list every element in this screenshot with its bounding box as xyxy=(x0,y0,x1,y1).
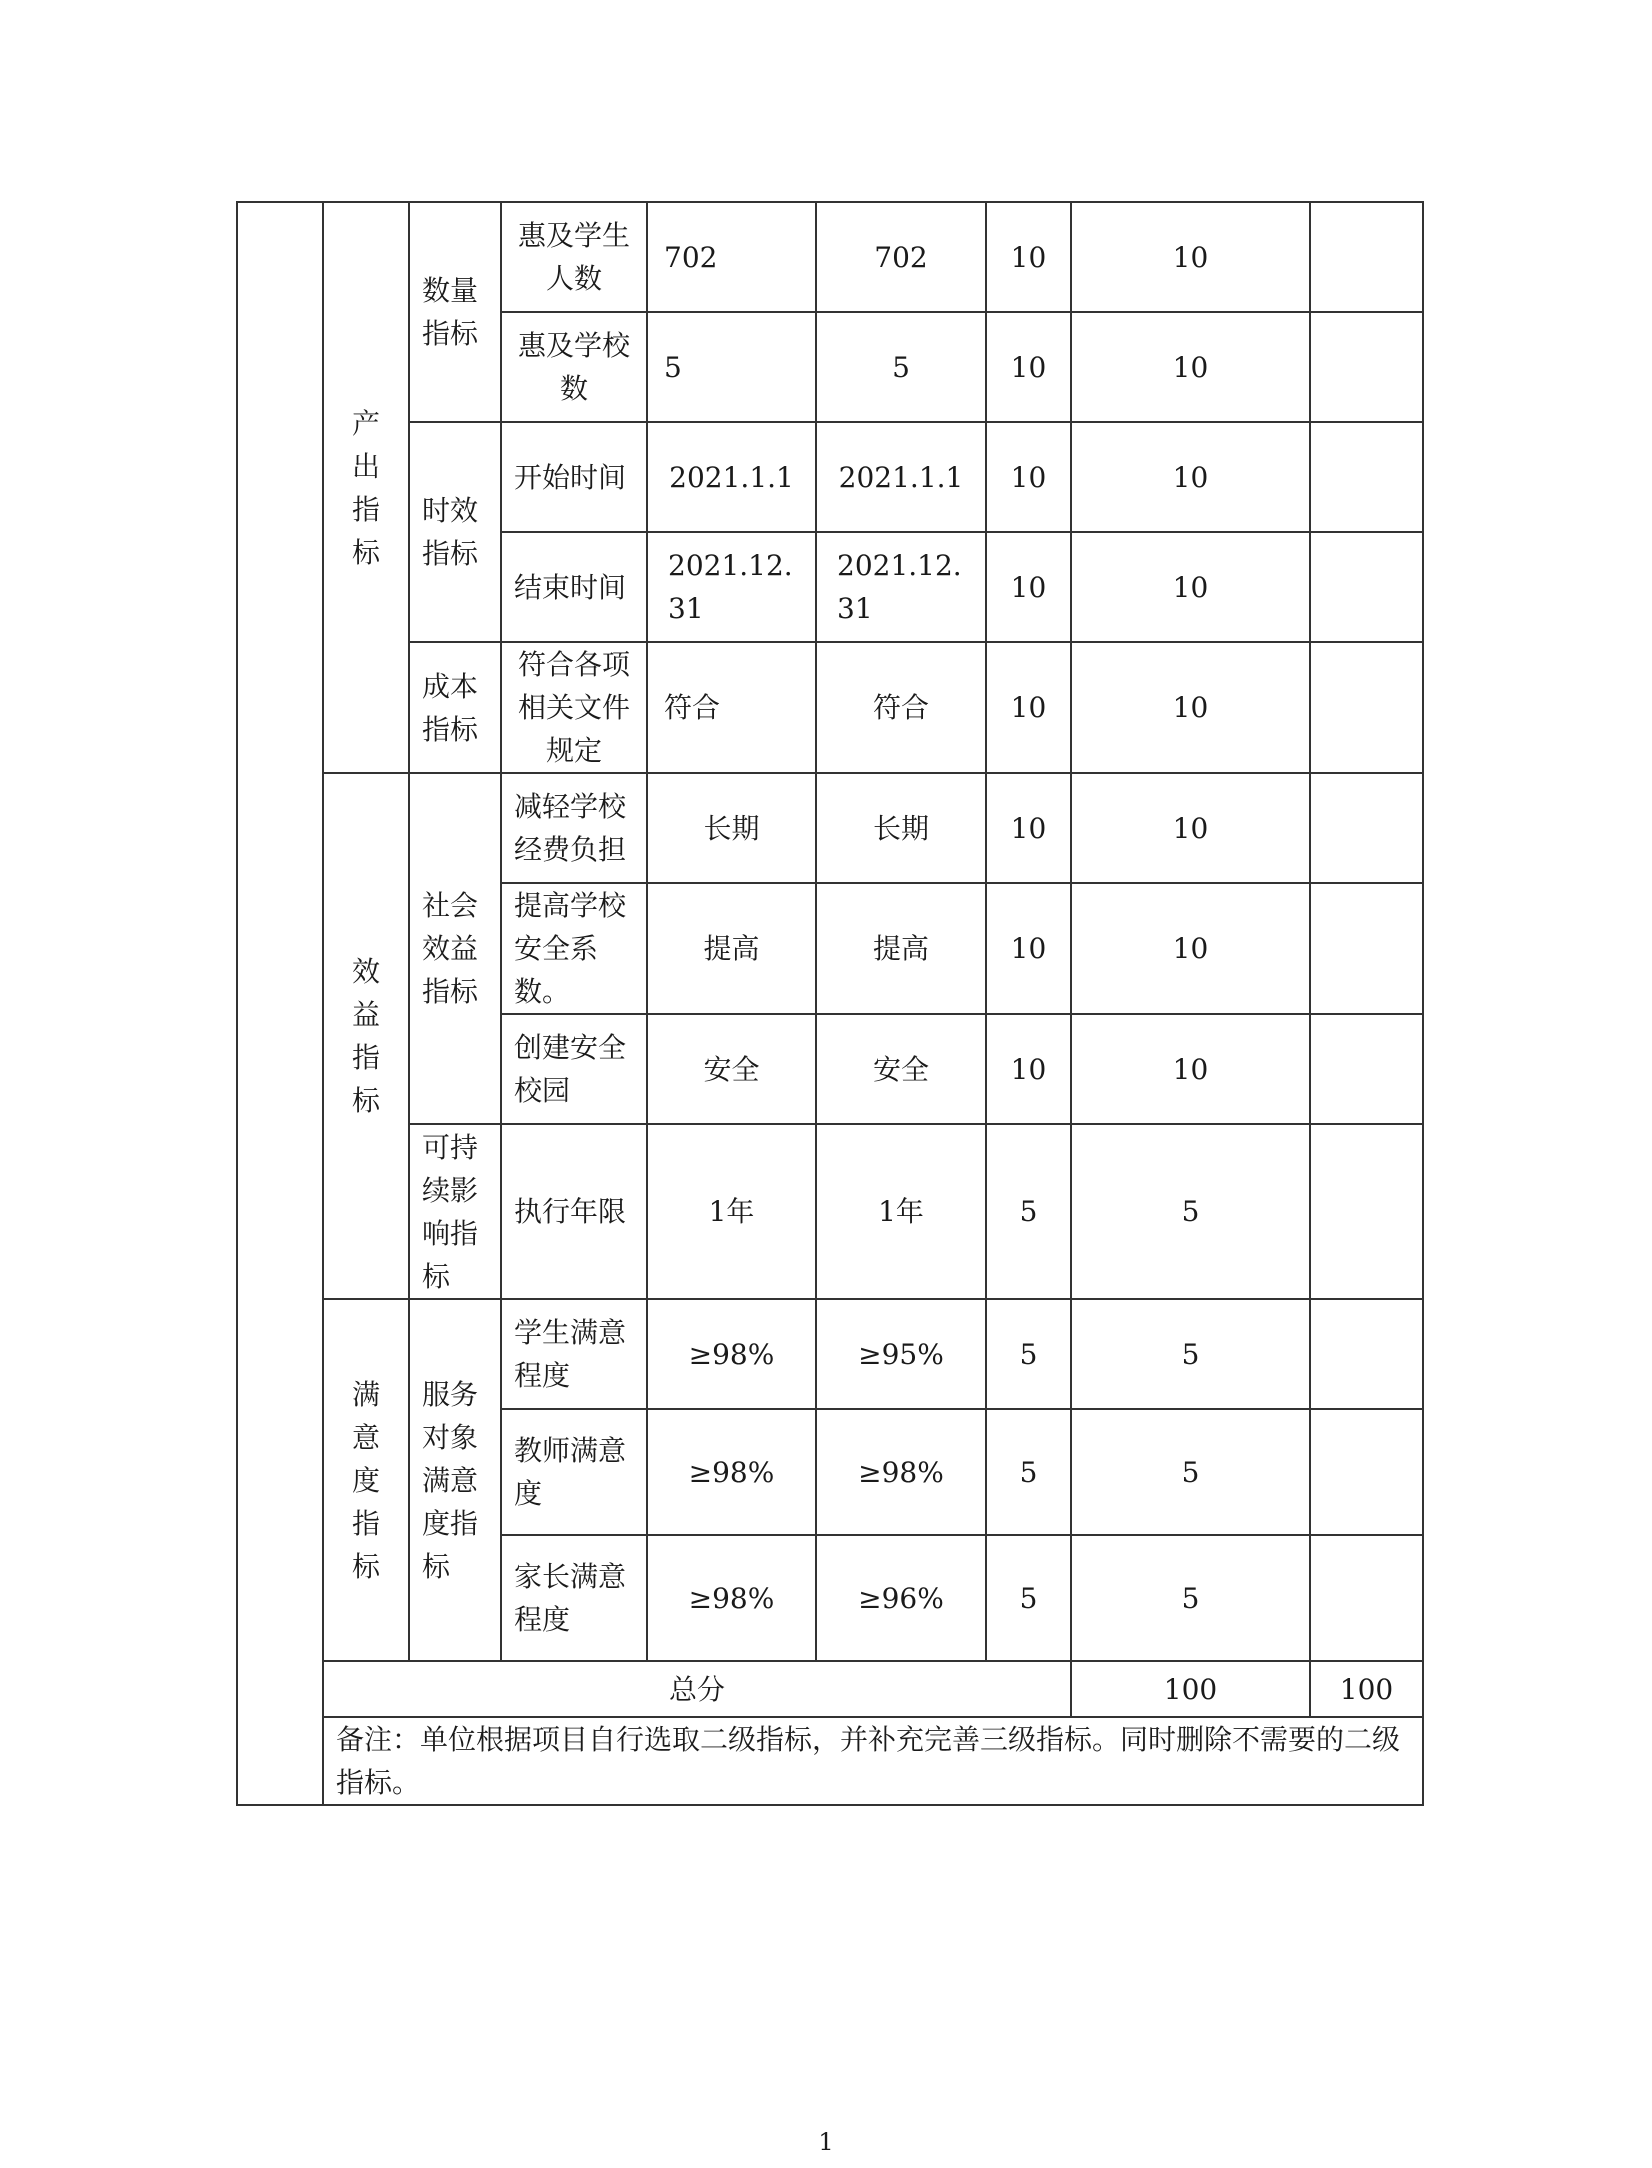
score-cell xyxy=(1071,422,1310,532)
remark-cell xyxy=(1310,532,1423,642)
actual-value-cell xyxy=(816,1409,986,1535)
weight-cell xyxy=(986,1124,1071,1299)
level2-cell-social-benefit xyxy=(409,773,501,1124)
indicator-label: 教师满意度 xyxy=(514,1434,627,1510)
indicator-cell xyxy=(501,1014,647,1124)
indicator-label: 减轻学校经费负担 xyxy=(514,790,627,866)
score-value: 10 xyxy=(1172,1052,1209,1086)
actual-value: ≥95% xyxy=(858,1337,944,1371)
actual-value: 符合 xyxy=(872,691,929,724)
indicator-label: 结束时间 xyxy=(514,570,627,604)
actual-value-cell xyxy=(816,1124,986,1299)
total-label: 总分 xyxy=(668,1672,725,1706)
actual-value-cell xyxy=(816,1299,986,1409)
target-value-cell xyxy=(647,1535,816,1661)
indicator-label: 开始时间 xyxy=(514,460,627,494)
indicator-label: 学生满意程度 xyxy=(514,1316,627,1392)
weight-cell xyxy=(986,1014,1071,1124)
score-value: 10 xyxy=(1172,240,1209,274)
indicator-cell xyxy=(501,642,647,773)
level2-cell-timeliness xyxy=(409,422,501,642)
level1-cell-satisfaction xyxy=(323,1299,409,1661)
actual-value-cell xyxy=(816,883,986,1014)
total-row xyxy=(237,1661,1423,1717)
actual-value-cell xyxy=(816,1014,986,1124)
page-number: 1 xyxy=(818,2128,834,2156)
target-value: 长期 xyxy=(703,811,760,845)
note-row xyxy=(237,1717,1423,1805)
indicator-cell xyxy=(501,1409,647,1535)
indicator-label: 符合各项相关文件规定 xyxy=(517,648,630,767)
remark-cell xyxy=(1310,773,1423,883)
indicator-cell xyxy=(501,1299,647,1409)
target-value-cell xyxy=(647,883,816,1014)
actual-value: 2021.1.1 xyxy=(838,460,964,494)
score-value: 10 xyxy=(1172,350,1209,384)
weight-value: 5 xyxy=(1019,1195,1038,1228)
level1-label: 产出指标 xyxy=(351,406,380,569)
total-weight: 100 xyxy=(1163,1672,1218,1706)
level1-label: 满意度指标 xyxy=(351,1377,380,1583)
score-cell xyxy=(1071,1535,1310,1661)
target-value-cell xyxy=(647,642,816,773)
total-score-cell xyxy=(1310,1661,1423,1717)
actual-value: ≥96% xyxy=(858,1581,944,1615)
weight-cell xyxy=(986,1409,1071,1535)
total-weight-cell xyxy=(1071,1661,1310,1717)
weight-value: 5 xyxy=(1019,1337,1038,1371)
level2-label: 数量指标 xyxy=(422,274,479,350)
indicator-cell xyxy=(501,312,647,422)
score-cell xyxy=(1071,312,1310,422)
score-cell xyxy=(1071,883,1310,1014)
target-value-cell xyxy=(647,1124,816,1299)
target-value-cell xyxy=(647,312,816,422)
actual-value-cell xyxy=(816,312,986,422)
remark-cell xyxy=(1310,642,1423,773)
performance-table xyxy=(236,201,1424,1806)
weight-cell xyxy=(986,422,1071,532)
level2-cell-cost xyxy=(409,642,501,773)
table-row xyxy=(237,1299,1423,1409)
actual-value: 安全 xyxy=(872,1052,929,1086)
target-value: ≥98% xyxy=(688,1337,775,1371)
score-value: 5 xyxy=(1181,1455,1200,1489)
actual-value: 5 xyxy=(892,350,910,384)
level1-cell-output xyxy=(323,202,409,773)
weight-value: 10 xyxy=(1010,932,1047,965)
weight-value: 10 xyxy=(1010,811,1047,845)
indicator-label: 执行年限 xyxy=(514,1195,627,1228)
actual-value: 长期 xyxy=(872,811,929,845)
weight-value: 10 xyxy=(1010,570,1047,604)
weight-value: 10 xyxy=(1010,460,1047,494)
score-cell xyxy=(1071,202,1310,312)
actual-value-cell xyxy=(816,642,986,773)
score-value: 5 xyxy=(1181,1337,1200,1371)
indicator-cell xyxy=(501,202,647,312)
weight-value: 10 xyxy=(1010,1052,1047,1086)
score-value: 10 xyxy=(1172,691,1209,724)
indicator-cell xyxy=(501,422,647,532)
target-value: 符合 xyxy=(664,691,721,724)
indicator-label: 创建安全校园 xyxy=(514,1031,627,1107)
remark-cell xyxy=(1310,1535,1423,1661)
indicator-cell xyxy=(501,773,647,883)
leftmost-blank-cell xyxy=(237,202,323,1805)
target-value: 安全 xyxy=(703,1052,760,1086)
weight-value: 10 xyxy=(1010,350,1047,384)
weight-value: 10 xyxy=(1010,691,1047,724)
level1-label: 效益指标 xyxy=(351,955,380,1117)
target-value-cell xyxy=(647,1299,816,1409)
remark-cell xyxy=(1310,422,1423,532)
table-row xyxy=(237,202,1423,312)
remark-cell xyxy=(1310,1014,1423,1124)
score-value: 10 xyxy=(1172,932,1209,965)
score-value: 5 xyxy=(1181,1195,1200,1228)
target-value: 702 xyxy=(664,240,718,274)
total-score: 100 xyxy=(1339,1672,1394,1706)
remark-cell xyxy=(1310,1299,1423,1409)
weight-cell xyxy=(986,532,1071,642)
note-text: 备注：单位根据项目自行选取二级指标，并补充完善三级指标。同时删除不需要的二级指标。 xyxy=(336,1723,1401,1799)
level2-cell-sustainable xyxy=(409,1124,501,1299)
weight-cell xyxy=(986,773,1071,883)
total-label-cell xyxy=(323,1661,1071,1717)
indicator-label: 提高学校安全系数。 xyxy=(514,889,627,1008)
actual-value-cell xyxy=(816,202,986,312)
level2-label: 可持续影响指标 xyxy=(422,1130,479,1293)
actual-value: 2021.12.31 xyxy=(837,549,962,625)
score-cell xyxy=(1071,1299,1310,1409)
actual-value-cell xyxy=(816,773,986,883)
level2-label: 时效指标 xyxy=(422,494,479,570)
note-cell xyxy=(323,1717,1423,1805)
score-cell xyxy=(1071,1409,1310,1535)
target-value-cell xyxy=(647,1409,816,1535)
score-cell xyxy=(1071,642,1310,773)
target-value: ≥98% xyxy=(688,1455,775,1489)
target-value: 2021.12.31 xyxy=(668,549,793,625)
indicator-cell xyxy=(501,1124,647,1299)
score-cell xyxy=(1071,1014,1310,1124)
target-value-cell xyxy=(647,1014,816,1124)
level1-cell-benefit xyxy=(323,773,409,1299)
remark-cell xyxy=(1310,1409,1423,1535)
target-value-cell xyxy=(647,202,816,312)
table-row xyxy=(237,422,1423,532)
indicator-label: 惠及学生人数 xyxy=(517,219,630,295)
table-row xyxy=(237,773,1423,883)
level2-cell-quantity xyxy=(409,202,501,422)
weight-cell xyxy=(986,1299,1071,1409)
actual-value: 提高 xyxy=(872,932,929,965)
target-value-cell xyxy=(647,422,816,532)
target-value: 2021.1.1 xyxy=(669,460,794,494)
target-value: ≥98% xyxy=(688,1581,775,1615)
target-value-cell xyxy=(647,532,816,642)
weight-cell xyxy=(986,883,1071,1014)
indicator-label: 惠及学校数 xyxy=(517,329,630,405)
score-value: 10 xyxy=(1172,460,1209,494)
score-cell xyxy=(1071,773,1310,883)
remark-cell xyxy=(1310,1124,1423,1299)
actual-value-cell xyxy=(816,532,986,642)
score-value: 10 xyxy=(1172,570,1209,604)
target-value: 提高 xyxy=(703,932,760,965)
remark-cell xyxy=(1310,883,1423,1014)
actual-value-cell xyxy=(816,422,986,532)
actual-value: 702 xyxy=(874,240,928,274)
weight-cell xyxy=(986,642,1071,773)
score-cell xyxy=(1071,532,1310,642)
target-value: 1年 xyxy=(708,1195,755,1228)
target-value: 5 xyxy=(664,350,682,384)
actual-value-cell xyxy=(816,1535,986,1661)
target-value-cell xyxy=(647,773,816,883)
indicator-cell xyxy=(501,532,647,642)
actual-value: ≥98% xyxy=(858,1455,944,1489)
weight-cell xyxy=(986,1535,1071,1661)
indicator-label: 家长满意程度 xyxy=(514,1560,627,1636)
level2-label: 服务对象满意度指标 xyxy=(422,1377,479,1583)
indicator-cell xyxy=(501,1535,647,1661)
weight-cell xyxy=(986,312,1071,422)
weight-value: 5 xyxy=(1019,1455,1038,1489)
weight-cell xyxy=(986,202,1071,312)
level2-label: 成本指标 xyxy=(422,669,479,746)
level2-cell-service-satisfaction xyxy=(409,1299,501,1661)
indicator-cell xyxy=(501,883,647,1014)
level2-label: 社会效益指标 xyxy=(422,889,479,1008)
weight-value: 10 xyxy=(1010,240,1047,274)
score-cell xyxy=(1071,1124,1310,1299)
score-value: 10 xyxy=(1172,811,1209,845)
remark-cell xyxy=(1310,312,1423,422)
table-row xyxy=(237,642,1423,773)
weight-value: 5 xyxy=(1019,1581,1038,1615)
remark-cell xyxy=(1310,202,1423,312)
score-value: 5 xyxy=(1181,1581,1200,1615)
table-row xyxy=(237,1124,1423,1299)
actual-value: 1年 xyxy=(878,1195,924,1228)
